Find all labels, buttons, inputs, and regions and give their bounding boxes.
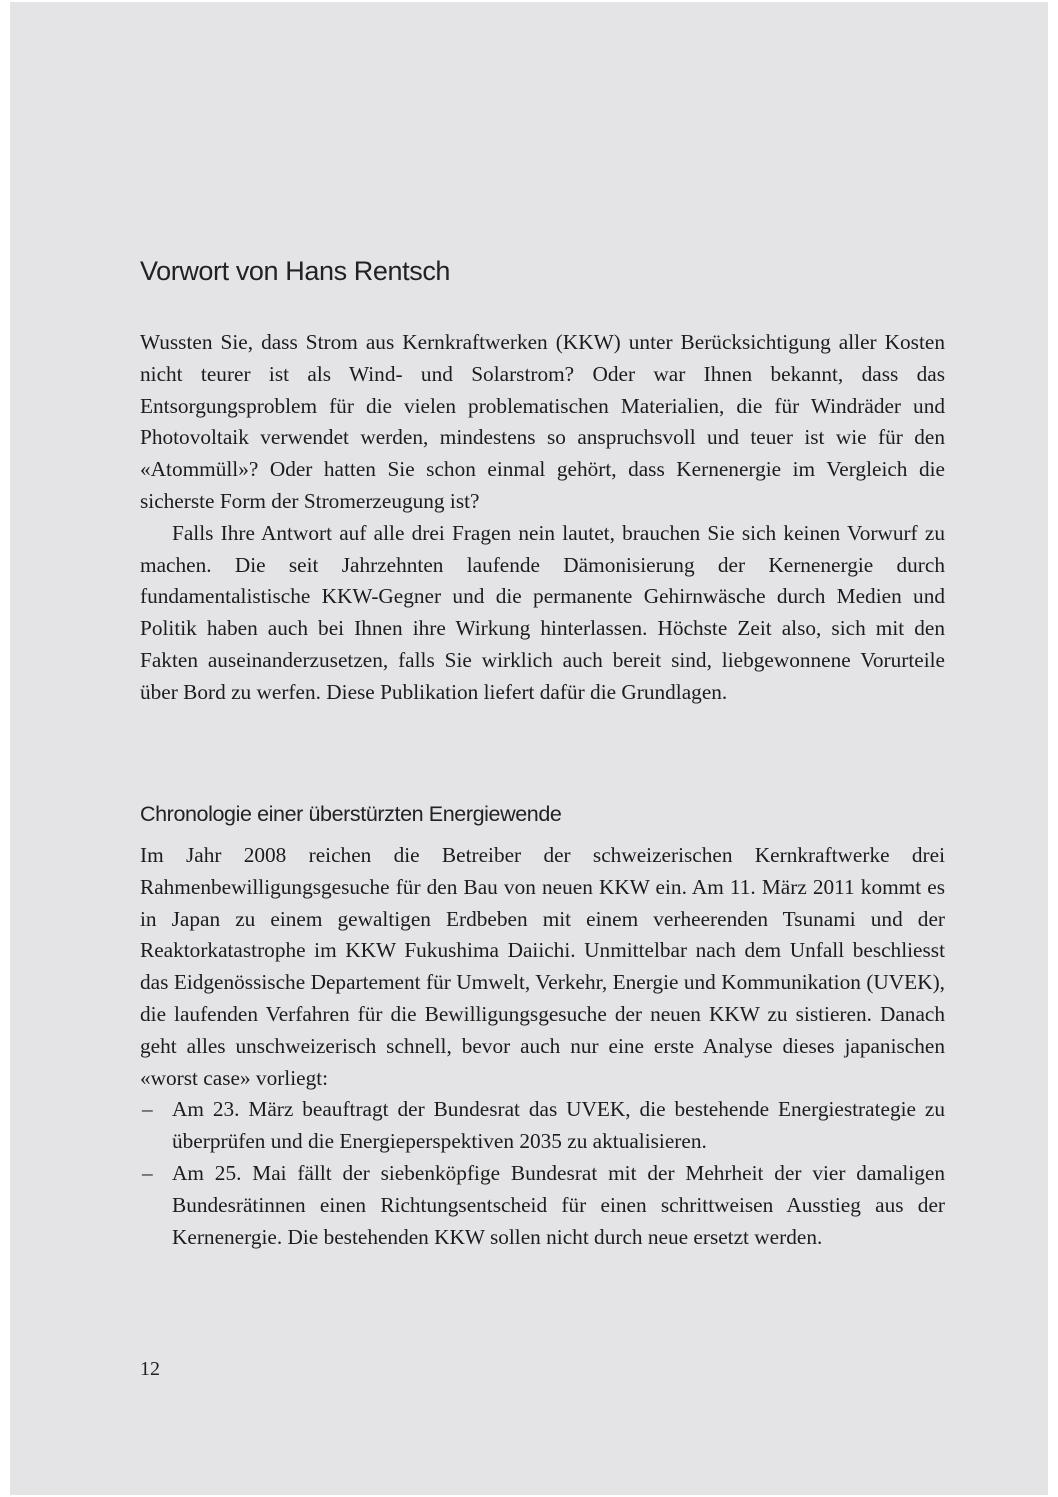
list-item: [140, 1158, 945, 1253]
chronology-body: [140, 840, 945, 1253]
list-item-text: Am 25. Mai fällt der siebenköpfige Bundesrat mit der Mehrheit der vier damaligen Bundesrätinnen einen Richtungsentscheid für einen schrittweisen Ausstieg aus der Kernenergie. Die bestehenden KKW sollen nicht durch neue ersetzt werden.: [172, 1160, 945, 1249]
paragraph: Falls Ihre Antwort auf alle drei Fragen nein lautet, brauchen Sie sich keinen Vorwurf zu machen. Die seit Jahrzehnten laufende Dämonisierung der Kernenergie durch fundamentalistische KKW-Gegner und die permanente Gehirnwäsche durch Medien und Politik haben auch bei Ihnen ihre Wirkung hinterlassen. Höchste Zeit also, sich mit den Fakten auseinanderzusetzen, falls Sie wirklich auch bereit sind, liebgewonnene Vorurteile über Bord zu werfen. Diese Publikation liefert dafür die Grundlagen.: [140, 520, 945, 704]
subsection-title: Chronologie einer überstürzten Energiewende: [140, 802, 562, 826]
page-number: 12: [140, 1358, 160, 1380]
list-item-text: Am 23. März beauftragt der Bundesrat das UVEK, die bestehende Energiestrategie zu überprüfen und die Energieperspektiven 2035 zu aktualisieren.: [172, 1097, 945, 1154]
list-item: [140, 1094, 945, 1158]
foreword-body: [140, 327, 945, 709]
section-title: Vorwort von Hans Rentsch: [140, 256, 451, 286]
paragraph: Im Jahr 2008 reichen die Betreiber der schweizerischen Kernkraftwerke drei Rahmenbewilligungsgesuche für den Bau von neuen KKW ein. Am 11. März 2011 kommt es in Japan zu einem gewaltigen Erdbeben mit einem verheerenden Tsunami und der Reaktorkatastrophe im KKW Fukushima Daiichi. Unmittelbar nach dem Unfall beschliesst das Eidgenössische Departement für Umwelt, Verkehr, Energie und Kommunikation (UVEK), die laufenden Verfahren für die Bewilligungsgesuche der neuen KKW zu sistieren. Danach geht alles unschweizerisch schnell, bevor auch nur eine erste Analyse dieses japanischen «worst case» vorliegt:: [140, 843, 945, 1090]
document-page: [10, 2, 1048, 1495]
dash-bullet-icon: –: [142, 1097, 153, 1122]
paragraph: Wussten Sie, dass Strom aus Kernkraftwerken (KKW) unter Berücksichtigung aller Kosten nicht teurer ist als Wind- und Solarstrom? Oder war Ihnen bekannt, dass das Entsorgungsproblem für die vielen problematischen Materialien, die für Windräder und Photovoltaik verwendet werden, mindestens so anspruchsvoll und teuer ist wie für den «Atommüll»? Oder hatten Sie schon einmal gehört, dass Kernenergie im Vergleich die sicherste Form der Stromerzeugung ist?: [140, 330, 945, 513]
dash-bullet-icon: –: [142, 1160, 153, 1185]
chronology-list: [140, 1094, 945, 1253]
